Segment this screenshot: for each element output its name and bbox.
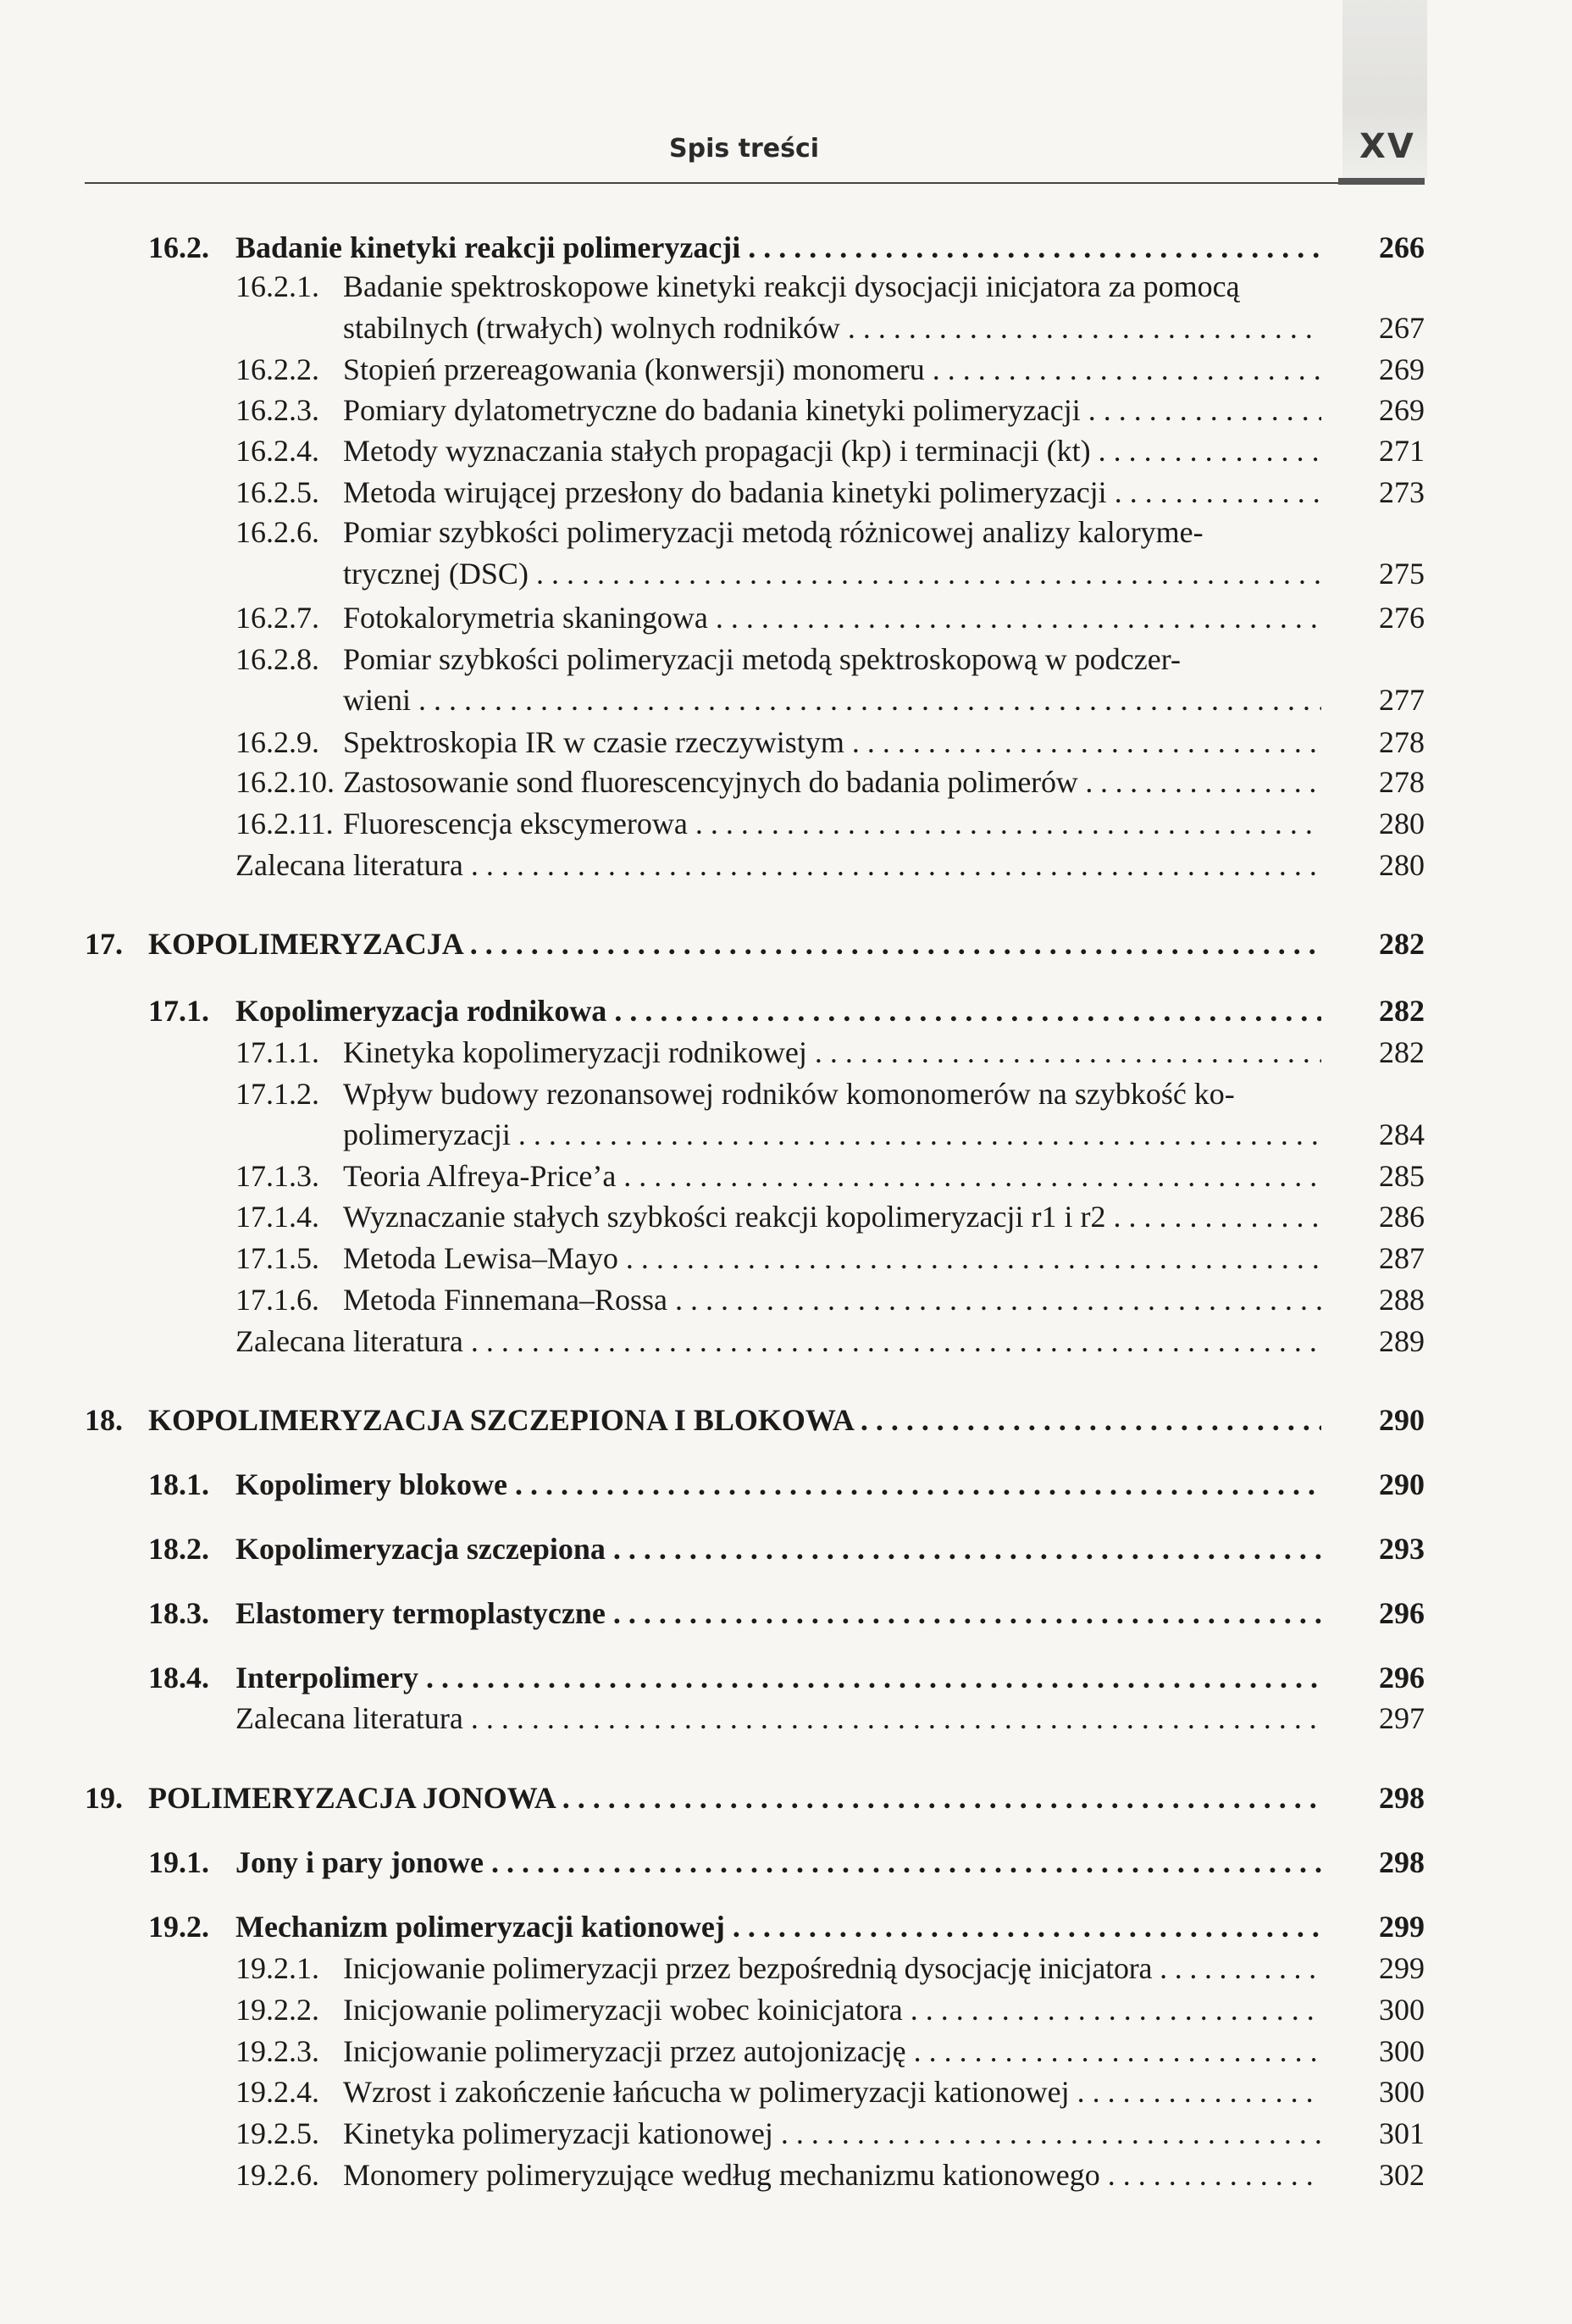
entry-page: 302 — [1379, 2158, 1425, 2192]
entry-number: 16.2.2. — [235, 352, 319, 386]
entry-page: 269 — [1379, 352, 1425, 386]
entry-page: 300 — [1379, 1993, 1425, 2027]
entry-title: Zalecana literatura . . . — [235, 1323, 1321, 1360]
toc-entry — [0, 229, 1572, 266]
toc-entry — [0, 1323, 1572, 1360]
entry-page: 299 — [1379, 1910, 1425, 1944]
entry-number: 16.2. — [148, 230, 209, 264]
entry-page: 275 — [1379, 557, 1425, 591]
entry-title: Pomiar szybkości polimeryzacji metodą różnicowej analizy kaloryme- — [343, 515, 1204, 549]
entry-page: 300 — [1379, 2034, 1425, 2068]
toc-entry — [0, 763, 1572, 801]
entry-page: 289 — [1379, 1324, 1425, 1358]
entry-title: Zalecana literatura . . . — [235, 1700, 1321, 1737]
entry-title: Zastosowanie sond fluorescencyjnych do badania polimerów . . . — [343, 763, 1321, 801]
toc-chapter — [0, 925, 1572, 962]
running-header-title: Spis treści — [669, 134, 820, 164]
entry-page: 282 — [1379, 927, 1425, 961]
entry-title: Badanie spektroskopowe kinetyki reakcji dysocjacji inicjatora za pomocą — [343, 269, 1240, 303]
entry-title: Mechanizm polimeryzacji kationowej . . . — [235, 1908, 1321, 1945]
entry-number: 18.1. — [148, 1467, 209, 1501]
toc-entry-continuation — [0, 681, 1572, 718]
entry-title: KOPOLIMERYZACJA SZCZEPIONA I BLOKOWA . . . — [148, 1401, 1321, 1439]
entry-number: 16.2.9. — [235, 725, 319, 759]
toc-entry — [0, 1034, 1572, 1071]
toc-entry — [0, 2115, 1572, 2152]
toc-entry — [0, 474, 1572, 511]
entry-page: 267 — [1379, 311, 1425, 345]
entry-number: 16.2.4. — [235, 434, 319, 468]
entry-title: Fluorescencja ekscymerowa . . . — [343, 805, 1321, 842]
entry-page: 273 — [1379, 475, 1425, 509]
entry-number: 19.1. — [148, 1845, 209, 1879]
entry-page: 278 — [1379, 725, 1425, 759]
entry-page: 300 — [1379, 2075, 1425, 2109]
entry-number: 17. — [85, 927, 123, 961]
entry-title: Kopolimeryzacja szczepiona . . . — [235, 1530, 1321, 1567]
page-numeral: XV — [1359, 127, 1415, 166]
entry-title: Zalecana literatura . . . — [235, 846, 1321, 884]
entry-title: Badanie kinetyki reakcji polimeryzacji . . . — [235, 229, 1321, 266]
entry-title: Kinetyka polimeryzacji kationowej . . . — [343, 2115, 1321, 2152]
toc-entry — [0, 1466, 1572, 1503]
entry-page: 285 — [1379, 1159, 1425, 1193]
entry-page: 301 — [1379, 2116, 1425, 2150]
entry-number: 16.2.1. — [235, 269, 319, 303]
entry-number: 19.2.6. — [235, 2158, 319, 2192]
entry-title: Interpolimery . . . — [235, 1659, 1321, 1696]
toc-entry — [0, 599, 1572, 636]
entry-title: polimeryzacji . . . — [343, 1116, 1321, 1153]
entry-number: 17.1.2. — [235, 1077, 319, 1111]
entry-title: trycznej (DSC) . . . — [343, 555, 1321, 592]
toc-entry — [0, 1659, 1572, 1696]
entry-page: 271 — [1379, 434, 1425, 468]
entry-number: 19.2.2. — [235, 1993, 319, 2027]
entry-page: 296 — [1379, 1661, 1425, 1694]
entry-title: Teoria Alfreya-Price’a . . . — [343, 1157, 1321, 1195]
toc-entry — [0, 391, 1572, 429]
entry-number: 18.4. — [148, 1661, 209, 1694]
entry-number: 17.1.6. — [235, 1283, 319, 1317]
entry-page: 290 — [1379, 1467, 1425, 1501]
toc-entry-continuation — [0, 555, 1572, 592]
toc-entry — [0, 846, 1572, 884]
entry-number: 17.1.4. — [235, 1200, 319, 1234]
toc-entry — [0, 268, 1572, 305]
entry-title: Spektroskopia IR w czasie rzeczywistym . . . — [343, 724, 1321, 761]
entry-page: 298 — [1379, 1781, 1425, 1815]
entry-title: Wyznaczanie stałych szybkości reakcji kopolimeryzacji r1 i r2 . . . — [343, 1198, 1321, 1235]
entry-title: Pomiary dylatometryczne do badania kinetyki polimeryzacji . . . — [343, 391, 1321, 429]
entry-number: 17.1.1. — [235, 1035, 319, 1069]
entry-page: 280 — [1379, 807, 1425, 840]
entry-number: 18.3. — [148, 1596, 209, 1630]
entry-number: 16.2.6. — [235, 515, 319, 549]
entry-title: Fotokalorymetria skaningowa . . . — [343, 599, 1321, 636]
entry-number: 16.2.10. — [235, 765, 335, 799]
entry-title: KOPOLIMERYZACJA . . . — [148, 925, 1321, 962]
entry-number: 19.2.4. — [235, 2075, 319, 2109]
toc-chapter — [0, 1401, 1572, 1439]
entry-page: 276 — [1379, 601, 1425, 635]
entry-number: 17.1.3. — [235, 1159, 319, 1193]
entry-number: 16.2.7. — [235, 601, 319, 635]
toc-entry — [0, 2156, 1572, 2194]
entry-title: Elastomery termoplastyczne . . . — [235, 1595, 1321, 1632]
entry-title: Inicjowanie polimeryzacji wobec koinicjatora . . . — [343, 1991, 1321, 2028]
entry-title: Metoda Finnemana–Rossa . . . — [343, 1281, 1321, 1318]
entry-title: Kopolimeryzacja rodnikowa . . . — [235, 992, 1321, 1029]
entry-page: 290 — [1379, 1403, 1425, 1437]
entry-number: 16.2.8. — [235, 642, 319, 676]
entry-number: 19.2.1. — [235, 1951, 319, 1985]
entry-number: 19.2.5. — [235, 2116, 319, 2150]
entry-title: stabilnych (trwałych) wolnych rodników . . . — [343, 309, 1321, 347]
entry-number: 18. — [85, 1403, 123, 1437]
toc-entry — [0, 641, 1572, 678]
toc-entry — [0, 1991, 1572, 2028]
entry-number: 16.2.5. — [235, 475, 319, 509]
toc-entry — [0, 432, 1572, 469]
entry-title: POLIMERYZACJA JONOWA . . . — [148, 1779, 1321, 1816]
entry-page: 288 — [1379, 1283, 1425, 1317]
entry-page: 297 — [1379, 1701, 1425, 1735]
toc-entry — [0, 1844, 1572, 1881]
toc-entry — [0, 805, 1572, 842]
entry-page: 299 — [1379, 1951, 1425, 1985]
entry-page: 282 — [1379, 994, 1425, 1028]
toc-entry — [0, 1700, 1572, 1737]
entry-page: 298 — [1379, 1845, 1425, 1879]
toc-entry — [0, 1157, 1572, 1195]
toc-entry — [0, 1240, 1572, 1277]
toc-entry — [0, 724, 1572, 761]
toc-entry — [0, 1908, 1572, 1945]
entry-page: 286 — [1379, 1200, 1425, 1234]
entry-page: 284 — [1379, 1118, 1425, 1151]
entry-number: 19.2. — [148, 1910, 209, 1944]
toc-chapter — [0, 1779, 1572, 1816]
entry-number: 18.2. — [148, 1532, 209, 1566]
entry-title: Monomery polimeryzujące według mechanizmu kationowego . . . — [343, 2156, 1321, 2194]
entry-number: 19. — [85, 1781, 123, 1815]
entry-title: wieni . . . — [343, 681, 1321, 718]
entry-title: Inicjowanie polimeryzacji przez autojonizację . . . — [343, 2033, 1321, 2070]
toc-entry — [0, 1281, 1572, 1318]
entry-page: 296 — [1379, 1596, 1425, 1630]
entry-title: Metoda wirującej przesłony do badania kinetyki polimeryzacji . . . — [343, 474, 1321, 511]
entry-page: 280 — [1379, 848, 1425, 882]
entry-page: 266 — [1379, 230, 1425, 264]
toc-entry — [0, 1198, 1572, 1235]
entry-number: 19.2.3. — [235, 2034, 319, 2068]
toc-entry — [0, 1595, 1572, 1632]
toc-entry — [0, 992, 1572, 1029]
toc-entry — [0, 351, 1572, 388]
entry-number: 17.1.5. — [235, 1241, 319, 1275]
entry-number: 17.1. — [148, 994, 209, 1028]
toc-entry-continuation — [0, 1116, 1572, 1153]
toc-entry — [0, 2033, 1572, 2070]
entry-title: Stopień przereagowania (konwersji) monomeru . . . — [343, 351, 1321, 388]
toc-entry — [0, 1950, 1572, 1987]
entry-page: 293 — [1379, 1532, 1425, 1566]
toc-entry — [0, 2073, 1572, 2110]
entry-page: 277 — [1379, 683, 1425, 717]
entry-page: 278 — [1379, 765, 1425, 799]
entry-title: Jony i pary jonowe . . . — [235, 1844, 1321, 1881]
toc-entry — [0, 513, 1572, 551]
entry-title: Kinetyka kopolimeryzacji rodnikowej . . . — [343, 1034, 1321, 1071]
toc-entry — [0, 1530, 1572, 1567]
entry-title: Pomiar szybkości polimeryzacji metodą spektroskopową w podczer- — [343, 642, 1181, 676]
entry-title: Metoda Lewisa–Mayo . . . — [343, 1240, 1321, 1277]
entry-page: 287 — [1379, 1241, 1425, 1275]
entry-title: Kopolimery blokowe . . . — [235, 1466, 1321, 1503]
entry-title: Metody wyznaczania stałych propagacji (kp) i terminacji (kt) . . . — [343, 432, 1321, 469]
entry-page: 282 — [1379, 1035, 1425, 1069]
entry-title: Inicjowanie polimeryzacji przez bezpośrednią dysocjację inicjatora . . . — [343, 1950, 1321, 1987]
entry-title: Wpływ budowy rezonansowej rodników komonomerów na szybkość ko- — [343, 1077, 1235, 1111]
toc-entry — [0, 1075, 1572, 1112]
entry-number: 16.2.3. — [235, 393, 319, 427]
entry-number: 16.2.11. — [235, 807, 334, 840]
entry-title: Wzrost i zakończenie łańcucha w polimeryzacji kationowej . . . — [343, 2073, 1321, 2110]
entry-page: 269 — [1379, 393, 1425, 427]
toc-entry-continuation — [0, 309, 1572, 347]
